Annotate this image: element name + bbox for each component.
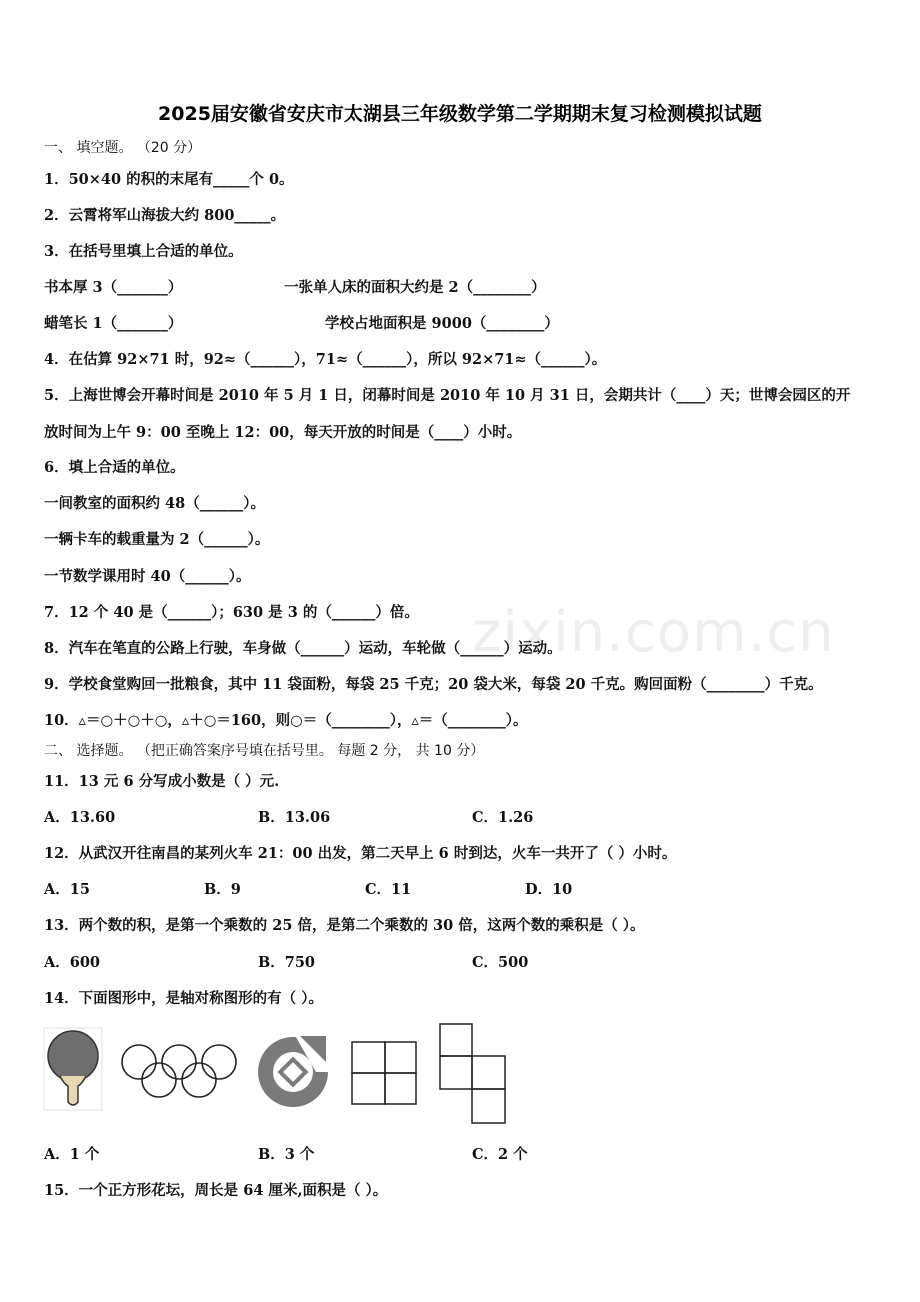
section-choice-heading: 二、 选择题。 （把正确答案序号填在括号里。 每题 2 分， 共 10 分） xyxy=(44,743,485,759)
question-3a: 书本厚 3（_______） xyxy=(44,279,183,296)
question-2: 2．云霄将军山海拔大约 800_____。 xyxy=(44,207,286,224)
q11-option-a: A．13.60 xyxy=(44,809,116,826)
question-14: 14．下面图形中，是轴对称图形的有（ ）。 xyxy=(44,990,323,1007)
q11-option-c: C．1.26 xyxy=(472,809,534,826)
q14-option-b: B．3 个 xyxy=(258,1146,315,1163)
page-title: 2025届安徽省安庆市太湖县三年级数学第二学期期末复习检测模拟试题 xyxy=(158,103,762,125)
question-5-line-2: 放时间为上午 9：00 至晚上 12：00，每天开放的时间是（____）小时。 xyxy=(44,424,522,441)
question-6: 6．填上合适的单位。 xyxy=(44,459,185,476)
question-4: 4．在估算 92×71 时，92≈（______），71≈（______），所以 92×71≈（______）。 xyxy=(44,351,607,368)
question-15: 15．一个正方形花坛，周长是 64 厘米,面积是（ ）。 xyxy=(44,1182,388,1199)
q12-option-c: C．11 xyxy=(365,881,412,898)
q14-option-a: A．1 个 xyxy=(44,1146,100,1163)
question-5-line-1: 5．上海世博会开幕时间是 2010 年 5 月 1 日，闭幕时间是 2010 年 10 月 31 日，会期共计（____）天；世博会园区的开 xyxy=(44,387,851,404)
q14-option-c: C．2 个 xyxy=(472,1146,528,1163)
q13-option-b: B．750 xyxy=(258,954,316,971)
question-6c: 一节数学课用时 40（______）。 xyxy=(44,568,251,585)
q13-option-c: C．500 xyxy=(472,954,529,971)
q11-option-b: B．13.06 xyxy=(258,809,331,826)
question-1: 1．50×40 的积的末尾有_____个 0。 xyxy=(44,171,294,188)
question-7: 7．12 个 40 是（______）；630 是 3 的（______）倍。 xyxy=(44,604,419,621)
watermark: zixin.com.cn xyxy=(472,600,835,665)
olympic-rings-figure xyxy=(118,1040,242,1102)
question-6b: 一辆卡车的载重量为 2（______）。 xyxy=(44,531,270,548)
q12-option-b: B．9 xyxy=(204,881,241,898)
question-3: 3．在括号里填上合适的单位。 xyxy=(44,243,243,260)
ping-pong-paddle-figure xyxy=(40,1026,106,1114)
question-6a: 一间教室的面积约 48（______）。 xyxy=(44,495,265,512)
question-3c: 蜡笔长 1（_______） xyxy=(44,315,183,332)
question-12: 12．从武汉开往南昌的某列火车 21：00 出发，第二天早上 6 时到达，火车一共开了（ ）小时。 xyxy=(44,845,677,862)
bank-logo-figure xyxy=(256,1032,332,1112)
q13-option-a: A．600 xyxy=(44,954,101,971)
q12-option-d: D．10 xyxy=(525,881,573,898)
question-8: 8．汽车在笔直的公路上行驶，车身做（______）运动，车轮做（______）运动。 xyxy=(44,640,562,657)
question-9: 9．学校食堂购回一批粮食，其中 11 袋面粉，每袋 25 千克；20 袋大米，每袋 20 千克。购回面粉（________）千克。 xyxy=(44,676,823,693)
section-fill-blank-heading: 一、 填空题。 （20 分） xyxy=(44,140,202,156)
squares-shape-a-figure xyxy=(348,1040,420,1106)
question-13: 13．两个数的积，是第一个乘数的 25 倍，是第二个乘数的 30 倍，这两个数的乘积是（ ）。 xyxy=(44,917,645,934)
question-3b: 一张单人床的面积大约是 2（________） xyxy=(284,279,546,296)
question-11: 11．13 元 6 分写成小数是（ ）元. xyxy=(44,773,280,790)
squares-shape-b-figure xyxy=(436,1022,510,1126)
question-10: 10．▵＝○＋○＋○，▵＋○＝160，则○＝（________），▵＝（________）。 xyxy=(44,712,528,729)
q12-option-a: A．15 xyxy=(44,881,90,898)
question-3d: 学校占地面积是 9000（________） xyxy=(325,315,559,332)
